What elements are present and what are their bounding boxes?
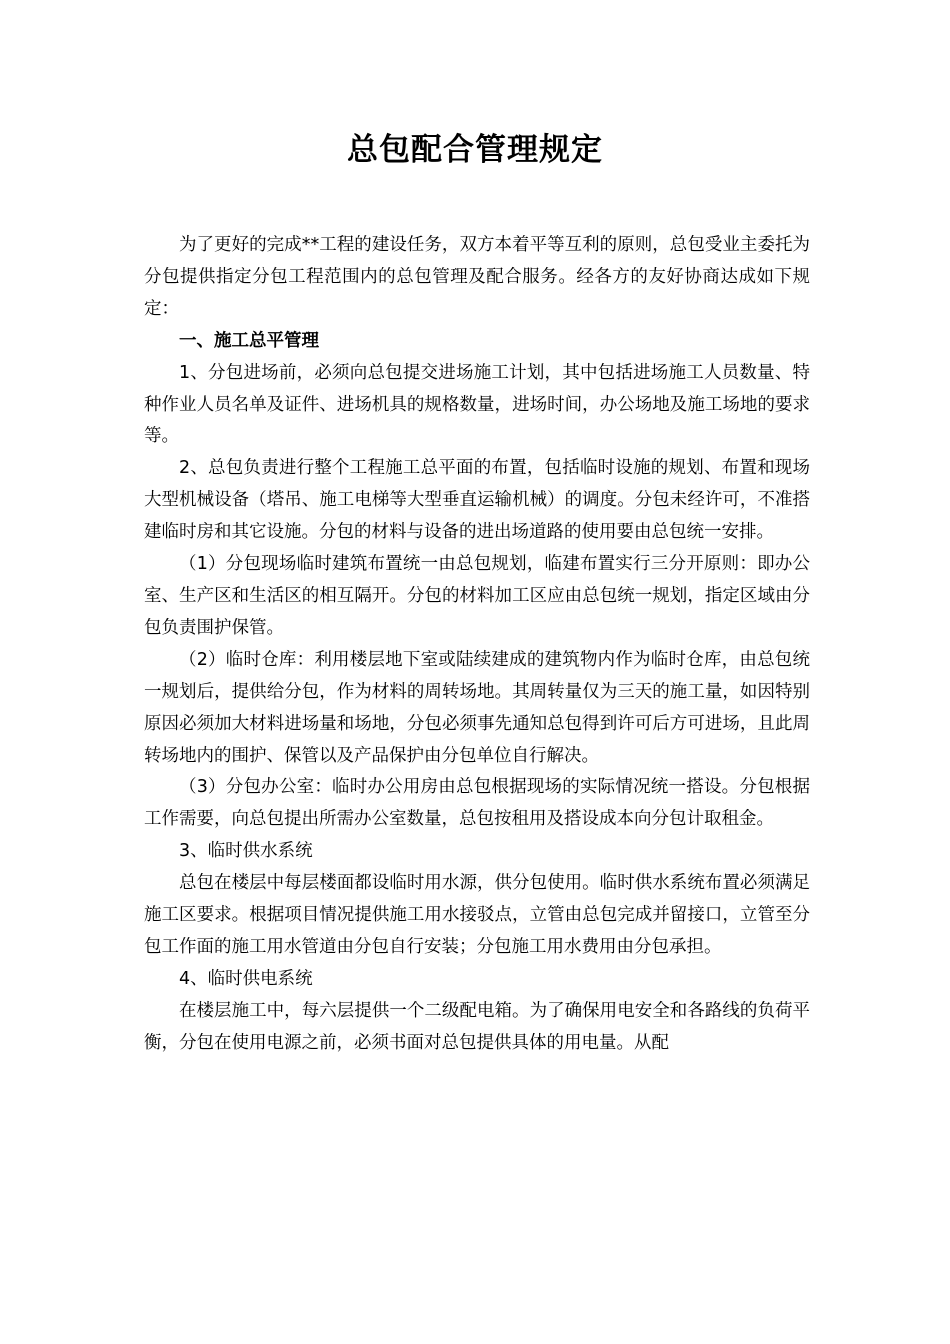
clause-1-paragraph: 1、分包进场前，必须向总包提交进场施工计划，其中包括进场施工人员数量、特种作业人员名单及证件、进场机具的规格数量，进场时间，办公场地及施工场地的要求等。: [144, 362, 810, 447]
power-supply-paragraph: 在楼层施工中，每六层提供一个二级配电箱。为了确保用电安全和各路线的负荷平衡，分包在使用电源之前，必须书面对总包提供具体的用电量。从配: [144, 1000, 810, 1053]
water-supply-paragraph: 总包在楼层中每层楼面都设临时用水源，供分包使用。临时供水系统布置必须满足施工区要求。根据项目情况提供施工用水接驳点，立管由总包完成并留接口，立管至分包工作面的施工用水管道由分包自行安装；分包施工用水费用由分包承担。: [144, 873, 810, 957]
clause-2-paragraph: 2、总包负责进行整个工程施工总平面的布置，包括临时设施的规划、布置和现场大型机械设备（塔吊、施工电梯等大型垂直运输机械）的调度。分包未经许可，不准搭建临时房和其它设施。分包的材料与设备的进出场道路的使用要由总包统一安排。: [144, 458, 810, 543]
clause-4-heading: 4、临时供电系统: [179, 968, 313, 989]
sub-clause-1-paragraph: （1）分包现场临时建筑布置统一由总包规划，临建布置实行三分开原则：即办公室、生产区和生活区的相互隔开。分包的材料加工区应由总包统一规划，指定区域由分包负责围护保管。: [144, 554, 810, 638]
sub-clause-2-paragraph: （2）临时仓库：利用楼层地下室或陆续建成的建筑物内作为临时仓库，由总包统一规划后，提供给分包，作为材料的周转场地。其周转量仅为三天的施工量，如因特别原因必须加大材料进场量和场地，分包必须事先通知总包得到许可后方可进场，且此周转场地内的围护、保管以及产品保护由分包单位自行解决。: [144, 649, 810, 766]
section-heading-site-layout: 一、施工总平管理: [179, 330, 319, 351]
document-body: [144, 230, 810, 1060]
document-title: 总包配合管理规定: [347, 132, 603, 168]
sub-clause-3-paragraph: （3）分包办公室：临时办公用房由总包根据现场的实际情况统一搭设。分包根据工作需要，向总包提出所需办公室数量，总包按租用及搭设成本向分包计取租金。: [144, 777, 810, 830]
clause-3-heading: 3、临时供水系统: [179, 841, 313, 862]
intro-paragraph: 为了更好的完成**工程的建设任务，双方本着平等互利的原则，总包受业主委托为分包提供指定分包工程范围内的总包管理及配合服务。经各方的友好协商达成如下规定：: [144, 235, 810, 319]
